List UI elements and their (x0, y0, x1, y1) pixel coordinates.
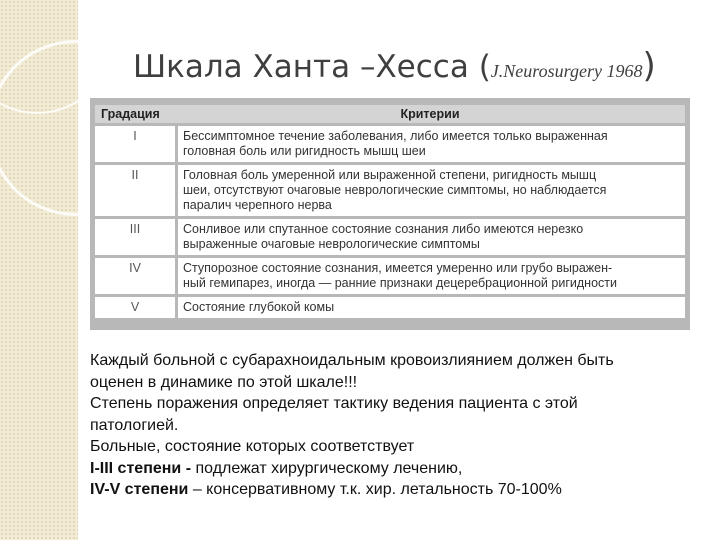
grade-cell: IV (95, 258, 175, 294)
decorative-side-panel (0, 0, 78, 540)
body-line (90, 458, 700, 480)
criteria-line: головная боль или ригидность мышц шеи (183, 144, 426, 158)
title-source: J.Neurosurgery 1968 (490, 61, 643, 81)
criteria-line: выраженные очаговые неврологические симптомы (183, 237, 480, 251)
header-grade: Градация (95, 105, 175, 123)
title-main: Шкала Ханта –Хесса ( (133, 49, 491, 85)
criteria-line: Состояние глубокой комы (183, 300, 335, 314)
body-line: Степень поражения определяет тактику ведения пациента с этой (90, 395, 578, 412)
table-row (95, 165, 685, 216)
body-text (90, 350, 700, 501)
body-line: оценен в динамике по этой шкале!!! (90, 373, 358, 391)
body-line: Каждый больной с субарахноидальным кровоизлиянием должен быть (90, 352, 614, 369)
criteria-line: Бессимптомное течение заболевания, либо имеется только выраженная (183, 129, 608, 143)
body-line-rest: подлежат хирургическому лечению, (191, 459, 463, 477)
table-row (95, 297, 685, 318)
body-line: патологией. (90, 416, 179, 434)
grade-range-conservative: IV-V степени (90, 481, 189, 498)
body-line (90, 479, 700, 501)
criteria-line: паралич черепного нерва (183, 198, 332, 212)
table-header-row (95, 105, 685, 123)
criteria-line: Сонливое или спутанное состояние сознания либо имеются нерезко (183, 222, 584, 236)
title-close-paren: ) (642, 46, 656, 86)
criteria-cell (175, 258, 685, 294)
header-criteria: Критерии (175, 105, 685, 123)
grade-cell: III (95, 219, 175, 255)
hunt-hess-table (90, 98, 690, 330)
criteria-cell (175, 297, 685, 318)
slide-title (133, 46, 703, 86)
table-row (95, 126, 685, 162)
table-row (95, 258, 685, 294)
grade-cell: V (95, 297, 175, 318)
criteria-line: Ступорозное состояние сознания, имеется умеренно или грубо выражен- (183, 261, 613, 275)
body-line-rest: – консервативному т.к. хир. летальность 70-100% (188, 481, 562, 498)
body-line: Больные, состояние которых соответствует (90, 438, 415, 455)
criteria-line: Головная боль умеренной или выраженной степени, ригидность мышц (183, 168, 597, 182)
criteria-cell (175, 126, 685, 162)
grade-cell: II (95, 165, 175, 216)
criteria-cell (175, 165, 685, 216)
criteria-line: ный гемипарез, иногда — ранние признаки децеребрационной ригидности (183, 276, 617, 290)
criteria-cell (175, 219, 685, 255)
table-row (95, 219, 685, 255)
grade-range-surgical: I-III степени - (90, 459, 192, 477)
grade-cell: I (95, 126, 175, 162)
criteria-line: шеи, отсутствуют очаговые неврологические симптомы, но наблюдается (183, 183, 607, 197)
